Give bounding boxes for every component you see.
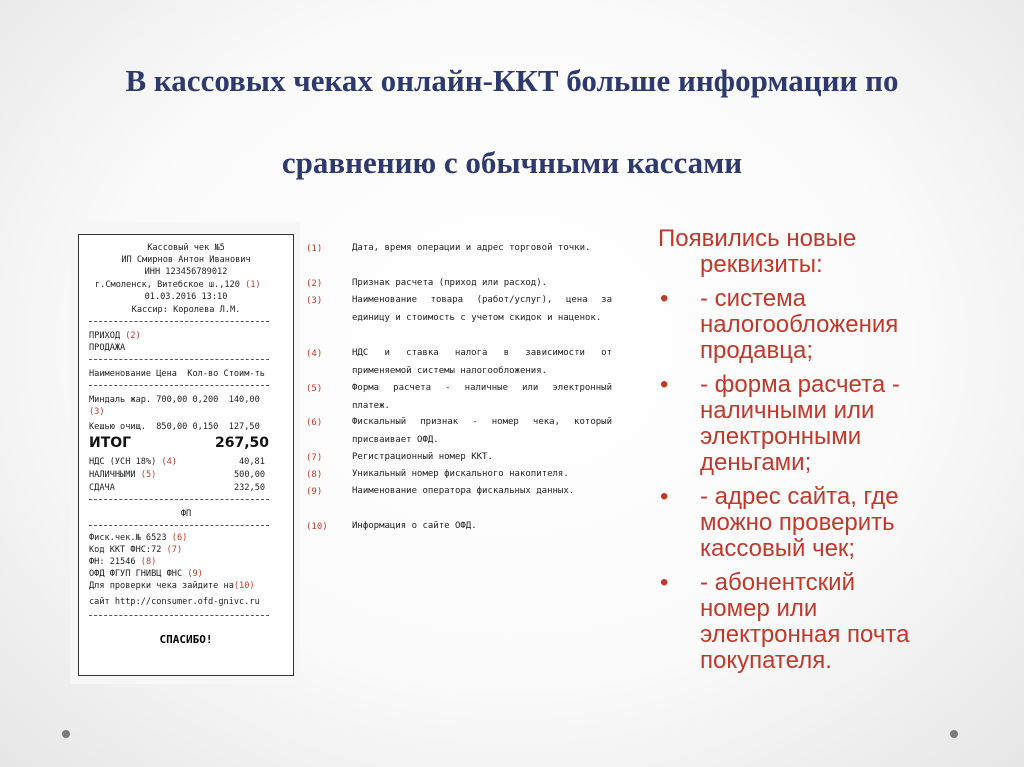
legend-number: (2)	[306, 279, 323, 289]
prev-slide-dot[interactable]	[62, 730, 70, 738]
receipt-image	[70, 222, 300, 684]
receipt-check-site: Для проверки чека зайдите на(10)	[89, 581, 255, 591]
marker-1: (1)	[245, 280, 261, 290]
receipt-total-value: 267,50	[215, 435, 270, 451]
legend-text: Признак расчета (приход или расход).	[352, 278, 548, 288]
receipt-vat: НДС (УСН 18%) (4)	[89, 457, 177, 467]
legend-number: (9)	[306, 487, 323, 497]
legend-number: (10)	[306, 522, 328, 532]
slide-title	[40, 40, 984, 204]
receipt-columns: Наименование Цена Кол-во Стоим-ть	[89, 369, 265, 379]
receipt-sale: ПРОДАЖА	[89, 343, 126, 353]
legend-text: Форма расчета - наличные или электронный платеж.	[352, 383, 612, 411]
divider	[89, 499, 269, 500]
marker-3: (3)	[89, 407, 105, 417]
marker-10: (10)	[233, 581, 255, 591]
divider	[89, 321, 269, 322]
legend-number: (1)	[306, 244, 323, 254]
receipt-item-1: Миндаль жар. 700,00 0,200 140,00	[89, 395, 260, 405]
next-slide-dot[interactable]	[950, 730, 958, 738]
legend-number: (8)	[306, 470, 323, 480]
bullet-icon: •	[660, 371, 669, 398]
receipt-header-2: ИП Смирнов Антон Иванович	[121, 255, 251, 265]
divider	[89, 385, 269, 386]
receipt-operation: ПРИХОД (2)	[89, 331, 141, 341]
receipt-change-value: 232,50	[234, 483, 266, 493]
legend-number: (4)	[306, 349, 323, 359]
divider	[89, 359, 269, 360]
legend-number: (5)	[306, 384, 323, 394]
marker-7: (7)	[166, 545, 183, 555]
legend-text: Фискальный признак - номер чека, который присваивает ОФД.	[352, 417, 612, 445]
marker-8: (8)	[140, 557, 157, 567]
title-line-2: сравнению с обычными кассами	[281, 145, 743, 180]
legend-text: Наименование товара (работ/услуг), цена за единицу и стоимость с учетом скидок и наценок.	[352, 295, 612, 323]
receipt-fn: ФН: 21546 (8)	[89, 557, 157, 567]
divider	[89, 525, 269, 526]
marker-5: (5)	[140, 470, 157, 480]
receipt-fisc-check: Фиск.чек.№ 6523 (6)	[89, 533, 188, 543]
receipt-cashier: Кассир: Королева Л.М.	[131, 305, 241, 315]
receipt-cash: НАЛИЧНЫМИ (5)	[89, 470, 157, 480]
receipt-item-2: Кешью очищ. 850,00 0,150 127,50	[89, 422, 260, 432]
legend-number: (6)	[306, 418, 323, 428]
receipt-ofd: ОФД ФГУП ГНИВЦ ФНС (9)	[89, 569, 203, 579]
receipt-thanks: СПАСИБО!	[159, 633, 213, 646]
requisites-intro: Появились новые реквизиты:	[658, 225, 857, 278]
requisite-item: • - система налогообложения продавца;	[660, 285, 899, 364]
receipt-total-label: ИТОГ	[89, 435, 132, 451]
receipt-header-3: ИНН 123456789012	[144, 267, 228, 277]
legend-text: Регистрационный номер ККТ.	[352, 452, 493, 462]
receipt-site: сайт http://consumer.ofd-gnivc.ru	[89, 597, 260, 607]
legend-number: (3)	[306, 296, 323, 306]
marker-2: (2)	[125, 331, 141, 341]
bullet-icon: •	[660, 285, 669, 312]
bullet-icon: •	[660, 569, 669, 596]
marker-9: (9)	[187, 569, 203, 579]
receipt-vat-value: 40,81	[239, 457, 265, 467]
receipt-paper	[78, 234, 294, 676]
receipt-datetime: 01.03.2016 13:10	[144, 292, 228, 302]
requisites-list	[658, 226, 978, 674]
legend-number: (7)	[306, 453, 323, 463]
requisite-item: • - адрес сайта, где можно проверить кассовый чек;	[660, 483, 899, 562]
receipt-address: г.Смоленск, Витебское ш.,120 (1)	[95, 280, 261, 290]
bullet-icon: •	[660, 483, 669, 510]
divider	[89, 615, 269, 616]
legend-text: Дата, время операции и адрес торговой точки.	[352, 243, 591, 253]
legend-text: Информация о сайте ОФД.	[352, 521, 477, 531]
legend-text: Уникальный номер фискального накопителя.	[352, 469, 569, 479]
requisite-item: • - форма расчета - наличными или электронными деньгами;	[660, 371, 900, 476]
marker-4: (4)	[161, 457, 177, 467]
receipt-fn-header: ФП	[180, 509, 192, 519]
legend-text: Наименование оператора фискальных данных.	[352, 486, 575, 496]
marker-6: (6)	[171, 533, 188, 543]
requisite-item: • - абонентский номер или электронная почта покупателя.	[660, 569, 910, 674]
receipt-header-1: Кассовый чек №5	[147, 243, 225, 253]
title-line-1: В кассовых чеках онлайн-ККТ больше информации по	[125, 63, 899, 98]
receipt-cash-value: 500,00	[234, 470, 266, 480]
receipt-change: СДАЧА	[89, 483, 115, 493]
legend-text: НДС и ставка налога в зависимости от применяемой системы налогообложения.	[352, 348, 612, 376]
receipt-kkt-code: Код ККТ ФНС:72 (7)	[89, 545, 183, 555]
